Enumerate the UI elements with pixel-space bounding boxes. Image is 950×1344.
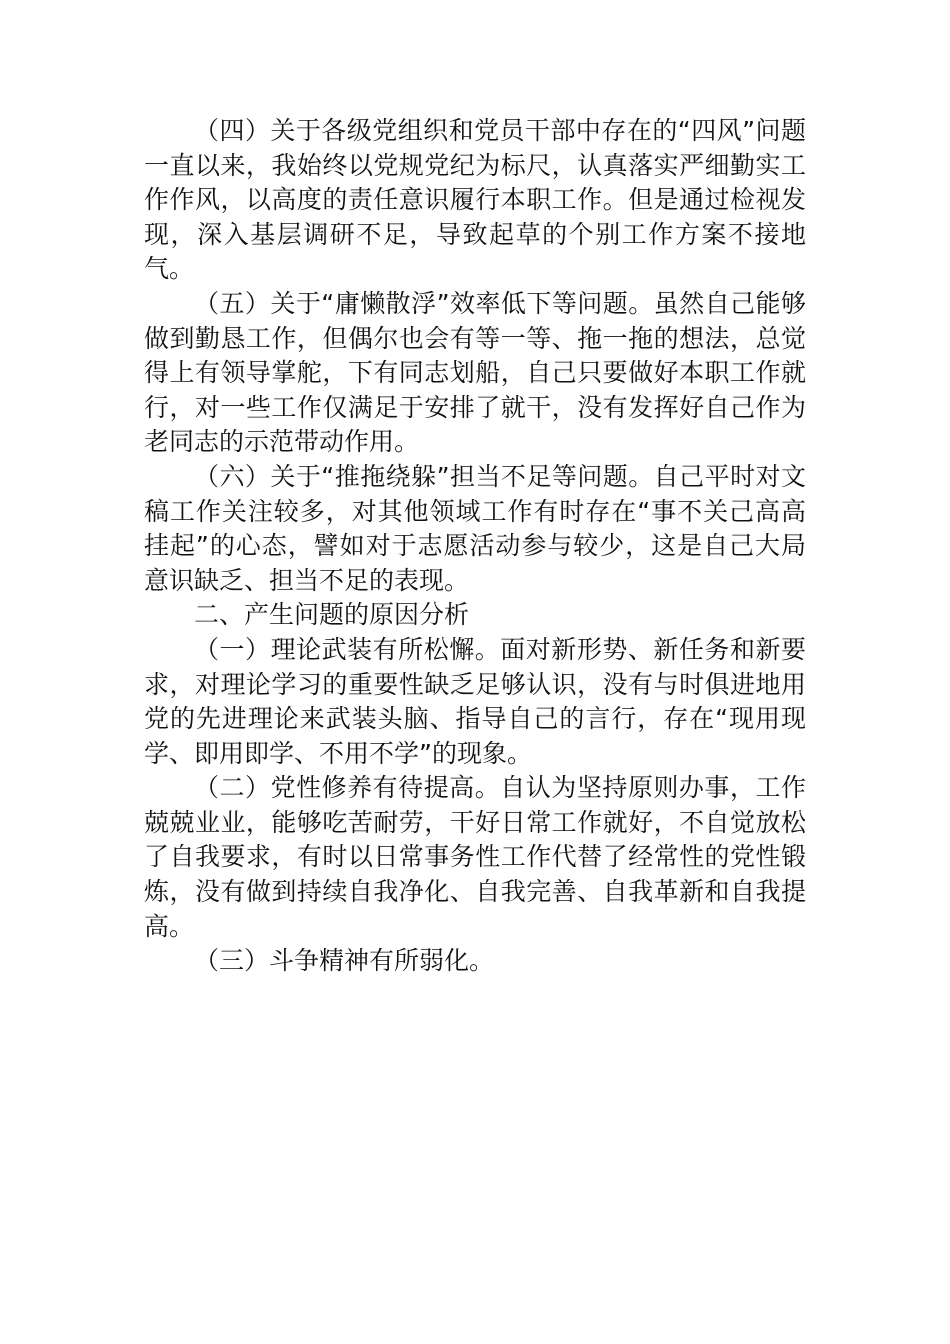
section-heading-causes: 二、产生问题的原因分析: [194, 600, 470, 630]
paragraph-shirking: （六）关于“推拖绕躲”担当不足等问题。自己平时对文稿工作关注较多，对其他领域工作有时存在“事不关己高高挂起”的心态，譬如对于志愿活动参与较少，这是自己大局意识缺乏、担当不足的表现。: [144, 461, 806, 595]
paragraph-fighting-spirit: （三）斗争精神有所弱化。: [194, 946, 495, 976]
paragraph-mediocrity: （五）关于“庸懒散浮”效率低下等问题。虽然自己能够做到勤恳工作，但偶尔也会有等一等、拖一拖的想法，总觉得上有领导掌舵，下有同志划船，自己只要做好本职工作就行，对一些工作仅满足于安排了就干，没有发挥好自己作为老同志的示范带动作用。: [144, 288, 806, 457]
paragraph-party-spirit: （二）党性修养有待提高。自认为坚持原则办事，工作兢兢业业，能够吃苦耐劳，干好日常工作就好，不自觉放松了自我要求，有时以日常事务性工作代替了经常性的党性锻炼，没有做到持续自我净化、自我完善、自我革新和自我提高。: [144, 773, 806, 941]
paragraph-four-winds: （四）关于各级党组织和党员干部中存在的“四风”问题一直以来，我始终以党规党纪为标尺，认真落实严细勤实工作作风，以高度的责任意识履行本职工作。但是通过检视发现，深入基层调研不足，导致起草的个别工作方案不接地气。: [144, 116, 806, 284]
document-page: [144, 114, 806, 979]
paragraph-theory: （一）理论武装有所松懈。面对新形势、新任务和新要求，对理论学习的重要性缺乏足够认识，没有与时俱进地用党的先进理论来武装头脑、指导自己的言行，存在“现用现学、即用即学、不用不学”的现象。: [144, 634, 806, 768]
